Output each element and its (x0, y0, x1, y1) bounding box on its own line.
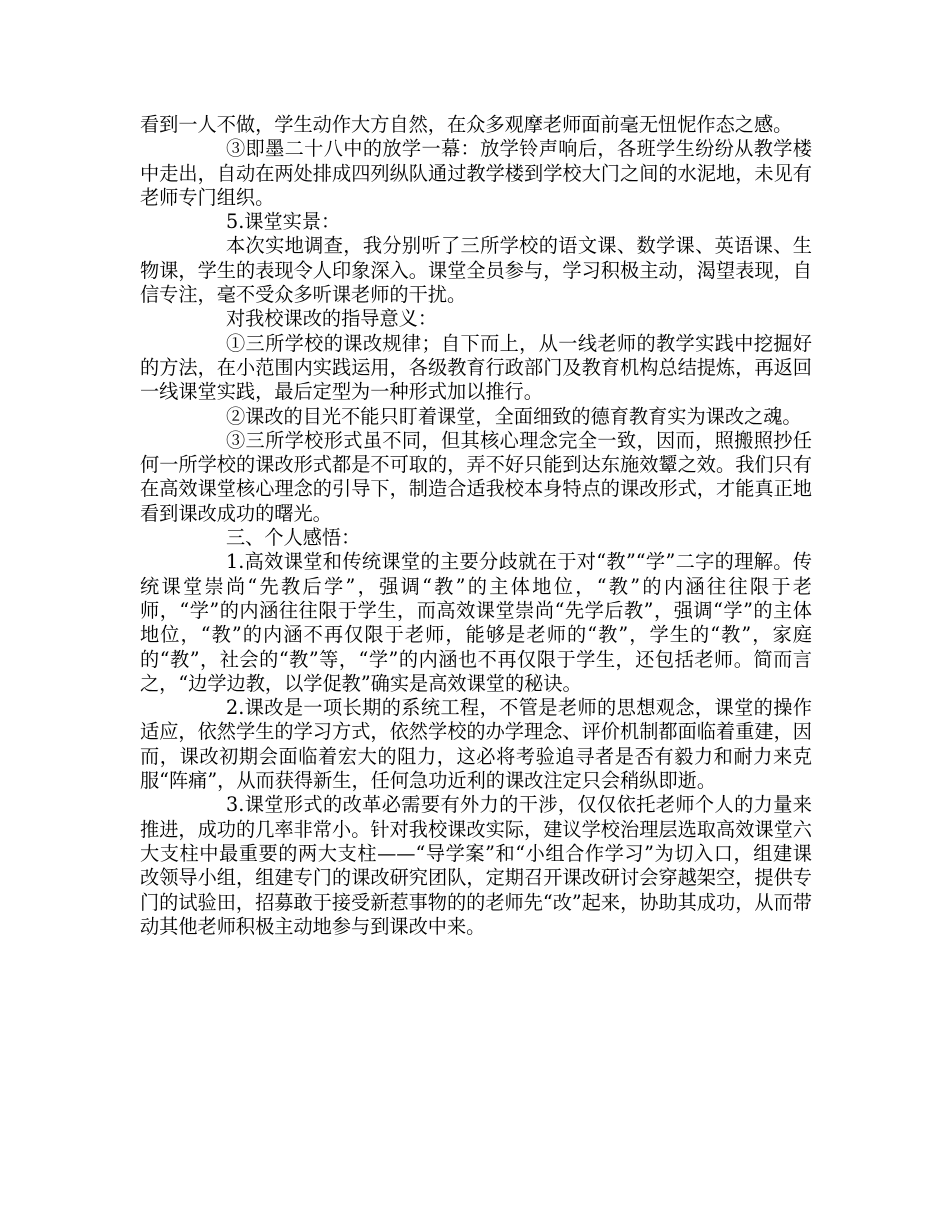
heading-personal-reflections: 三、个人感悟： (226, 526, 361, 550)
heading-classroom-scene: 5.课堂实景： (226, 210, 341, 234)
paragraph-continuation: 看到一人不做，学生动作大方自然，在众多观摩老师面前毫无忸怩作态之感。 (140, 113, 793, 136)
document-body (140, 113, 812, 939)
paragraph-core-concept: ③三所学校形式虽不同，但其核心理念完全一致，因而，照搬照抄任何一所学校的课改形式都是不可取的，弄不好只能到达东施效颦之效。我们只有在高效课堂核心理念的引导下，制造合适我校本身特点的课改形式，才能真正地看到课改成功的曙光。 (140, 428, 812, 525)
paragraph-reflection-2: 2.课改是一项长期的系统工程，不管是老师的思想观念，课堂的操作适应，依然学生的学习方式，依然学校的办学理念、评价机制都面临着重建，因而，课改初期会面临着宏大的阻力，这必将考验追寻者是否有毅力和耐力来克服“阵痛”，从而获得新生，任何急功近利的课改注定只会稍纵即逝。 (140, 696, 812, 793)
heading-guidance-significance: 对我校课改的指导意义： (226, 307, 438, 331)
paragraph-reflection-1: 1.高效课堂和传统课堂的主要分歧就在于对“教”“学”二字的理解。传统课堂崇尚“先教后学”，强调“教”的主体地位，“教”的内涵往往限于老师，“学”的内涵往往限于学生，而高效课堂崇尚“先学后教”，强调“学”的主体地位，“教”的内涵不再仅限于老师，能够是老师的“教”，学生的“教”，家庭的“教”，社会的“教”等，“学”的内涵也不再仅限于学生，还包括老师。简而言之，“边学边教，以学促教”确实是高效课堂的秘诀。 (140, 550, 812, 695)
paragraph-moral-education: ②课改的目光不能只盯着课堂，全面细致的德育教育实为课改之魂。 (226, 404, 802, 428)
paragraph-field-survey: 本次实地调查，我分别听了三所学校的语文课、数学课、英语课、生物课，学生的表现令人印象深入。课堂全员参与，学习积极主动，渴望表现，自信专注，毫不受众多听课老师的干扰。 (140, 234, 812, 307)
paragraph-reform-pattern: ①三所学校的课改规律；自下而上，从一线老师的教学实践中挖掘好的方法，在小范围内实践运用，各级教育行政部门及教育机构总结提炼，再返回一线课堂实践，最后定型为一种形式加以推行。 (140, 331, 812, 404)
paragraph-reflection-3: 3.课堂形式的改革必需要有外力的干涉，仅仅依托老师个人的力量来推进，成功的几率非常小。针对我校课改实际，建议学校治理层选取高效课堂六大支柱中最重要的两大支柱——“导学案”和“小组合作学习”为切入口，组建课改领导小组，组建专门的课改研究团队，定期召开课改研讨会穿越架空，提供专门的试验田，招募敢于接受新惹事物的的老师先“改”起来，协助其成功，从而带动其他老师积极主动地参与到课改中来。 (140, 793, 812, 938)
paragraph-dismissal-scene: ③即墨二十八中的放学一幕：放学铃声响后，各班学生纷纷从教学楼中走出，自动在两处排成四列纵队通过教学楼到学校大门之间的水泥地，未见有老师专门组织。 (140, 137, 812, 209)
